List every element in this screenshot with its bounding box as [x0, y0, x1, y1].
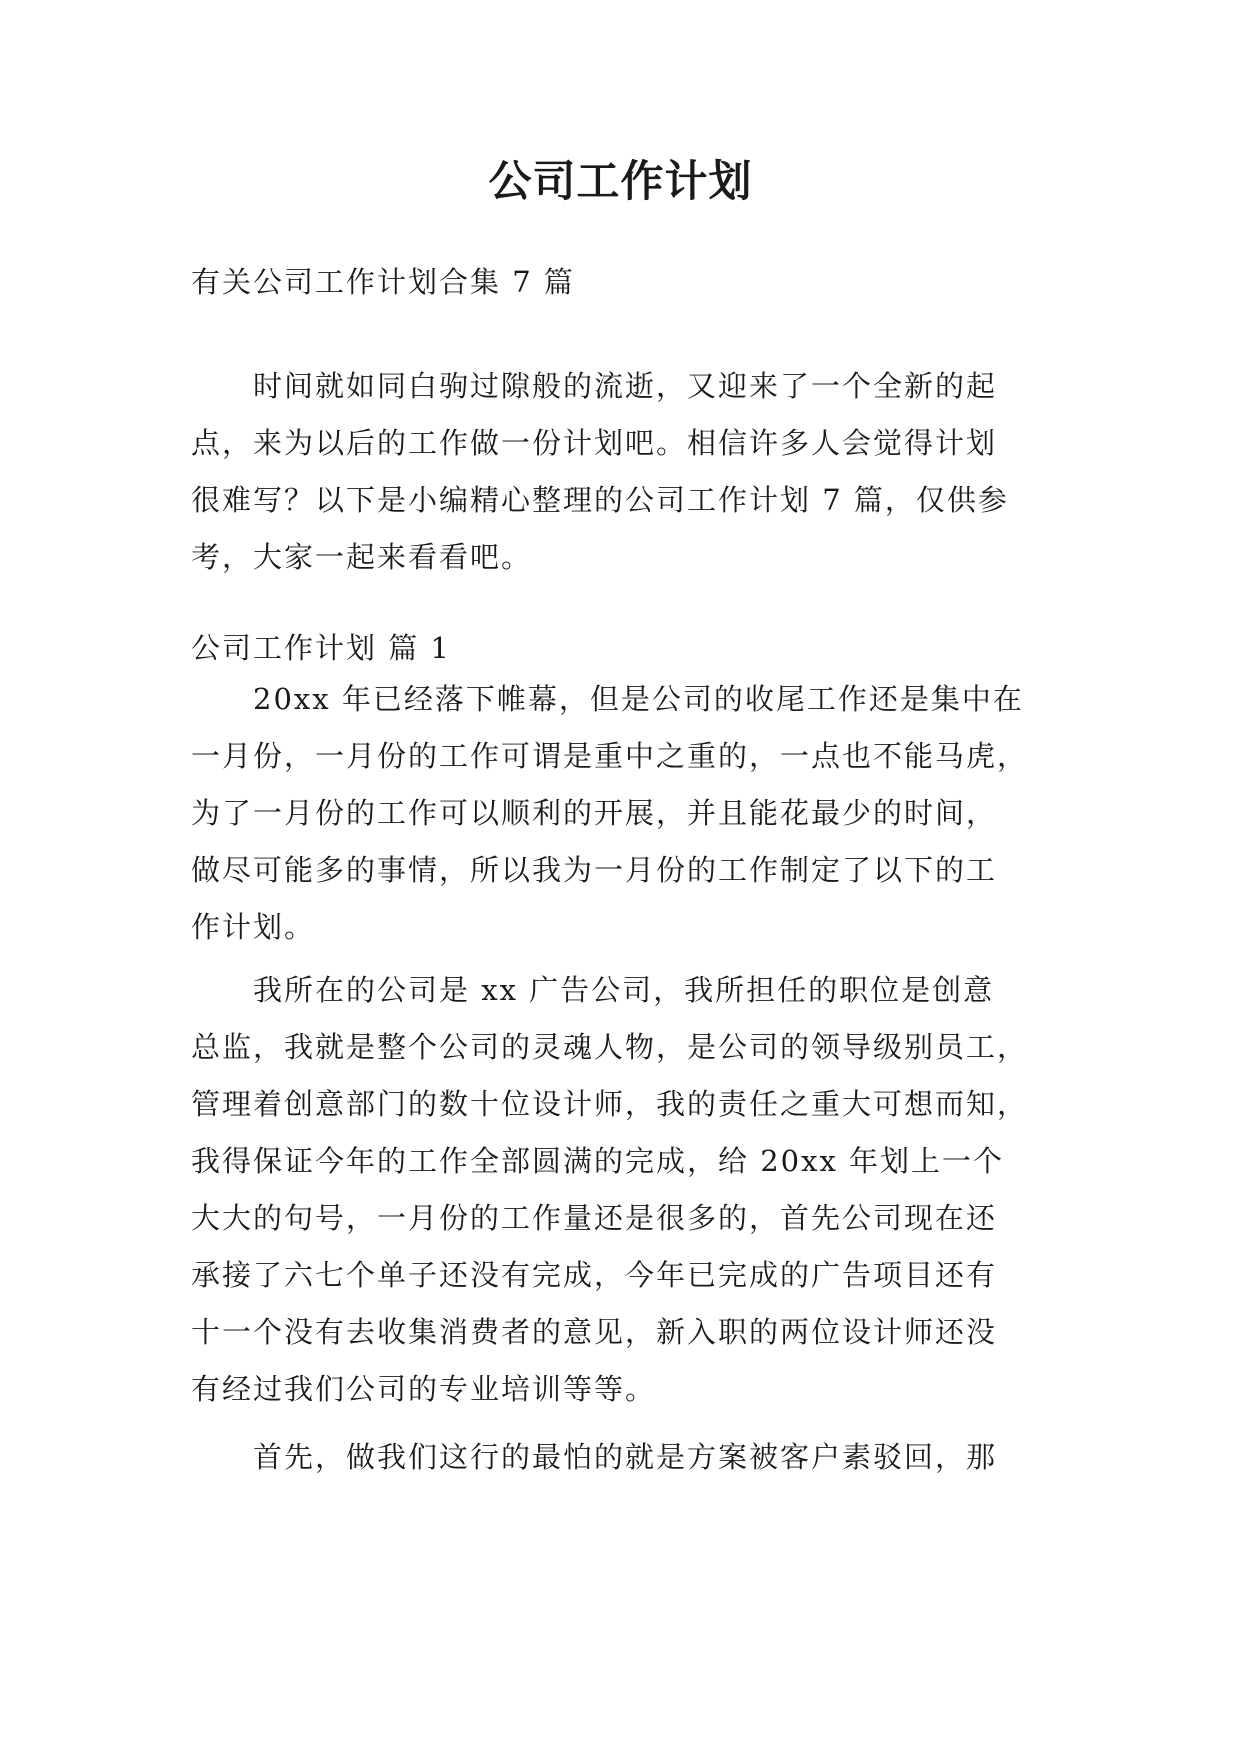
subtitle-line: 有关公司工作计划合集 7 篇 — [191, 265, 575, 299]
paragraph-line: 十一个没有去收集消费者的意见，新入职的两位设计师还没 — [191, 1315, 998, 1349]
body-paragraph-2 — [191, 962, 1051, 1418]
paragraph-line: 总监，我就是整个公司的灵魂人物，是公司的领导级别员工， — [191, 1030, 1029, 1064]
paragraph-line: 我所在的公司是 xx 广告公司，我所担任的职位是创意 — [253, 973, 995, 1007]
paragraph-line: 考，大家一起来看看吧。 — [191, 540, 533, 574]
paragraph-line: 时间就如同白驹过隙般的流逝，又迎来了一个全新的起 — [253, 369, 998, 403]
paragraph-line: 很难写？以下是小编精心整理的公司工作计划 7 篇，仅供参 — [191, 483, 1009, 517]
body-paragraph-3 — [191, 1429, 1051, 1486]
intro-paragraph — [191, 358, 1051, 586]
paragraph-line: 作计划。 — [191, 910, 316, 944]
paragraph-line: 有经过我们公司的专业培训等等。 — [191, 1372, 657, 1406]
section-heading — [191, 620, 1051, 677]
paragraph-line: 管理着创意部门的数十位设计师，我的责任之重大可想而知， — [191, 1087, 1029, 1121]
section-heading-text: 公司工作计划 篇 1 — [191, 631, 451, 665]
paragraph-line: 点，来为以后的工作做一份计划吧。相信许多人会觉得计划 — [191, 426, 998, 460]
body-paragraph-1 — [191, 671, 1051, 956]
paragraph-line: 我得保证今年的工作全部圆满的完成，给 20xx 年划上一个 — [191, 1144, 1005, 1178]
paragraph-line: 为了一月份的工作可以顺利的开展，并且能花最少的时间， — [191, 796, 998, 830]
paragraph-line: 一月份，一月份的工作可谓是重中之重的，一点也不能马虎， — [191, 739, 1029, 773]
document-title: 公司工作计划 — [488, 157, 753, 207]
paragraph-line: 大大的句号，一月份的工作量还是很多的，首先公司现在还 — [191, 1201, 998, 1235]
paragraph-line: 首先，做我们这行的最怕的就是方案被客户素驳回，那 — [253, 1440, 998, 1474]
paragraph-line: 20xx 年已经落下帷幕，但是公司的收尾工作还是集中在 — [253, 682, 1024, 716]
paragraph-line: 承接了六七个单子还没有完成，今年已完成的广告项目还有 — [191, 1258, 998, 1292]
document-subtitle — [191, 254, 1051, 311]
paragraph-line: 做尽可能多的事情，所以我为一月份的工作制定了以下的工 — [191, 853, 998, 887]
